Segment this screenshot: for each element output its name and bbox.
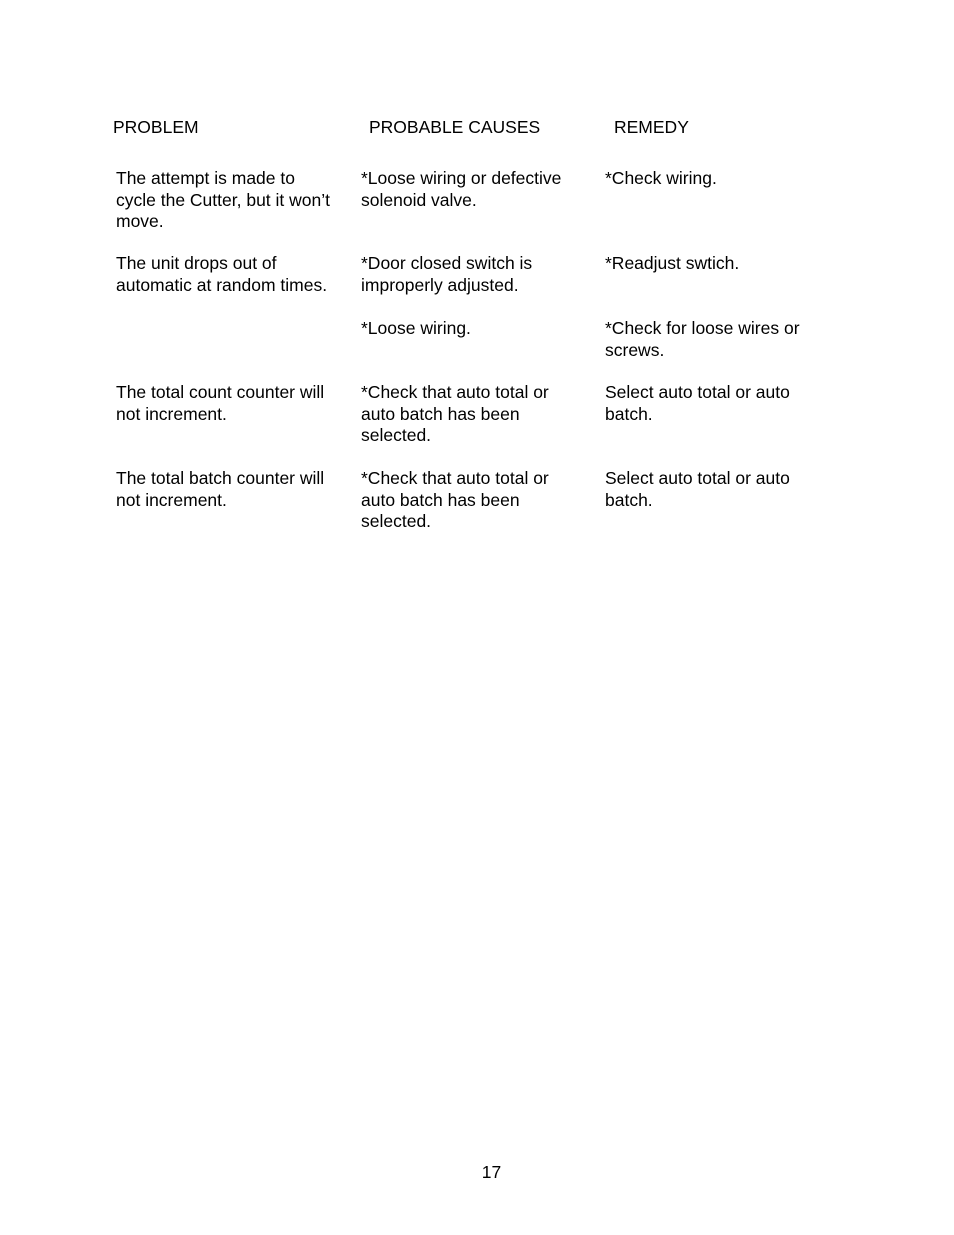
problem-cell: The attempt is made to cycle the Cutter, but it won’t move.: [116, 168, 330, 231]
remedy-cell: Select auto total or auto batch.: [605, 468, 790, 510]
cause-cell: *Loose wiring or defective solenoid valve.: [361, 168, 562, 210]
page-number: 17: [481, 1162, 502, 1182]
remedy-cell: *Check wiring.: [605, 168, 717, 188]
problem-cell: The total batch counter will not increment.: [116, 468, 325, 510]
remedy-cell: *Check for loose wires or screws.: [605, 318, 800, 360]
cause-cell: *Check that auto total or auto batch has been selected.: [361, 382, 549, 445]
header-problem: PROBLEM: [113, 117, 199, 137]
header-remedy: REMEDY: [614, 117, 689, 137]
cause-cell: *Door closed switch is improperly adjusted.: [361, 253, 533, 295]
problem-cell: The unit drops out of automatic at random times.: [116, 253, 328, 295]
cause-cell: *Loose wiring.: [361, 318, 471, 338]
remedy-cell: *Readjust swtich.: [605, 253, 740, 273]
remedy-cell: Select auto total or auto batch.: [605, 382, 790, 424]
header-probable-causes: PROBABLE CAUSES: [369, 117, 541, 137]
problem-cell: The total count counter will not increment.: [116, 382, 325, 424]
cause-cell: *Check that auto total or auto batch has been selected.: [361, 468, 549, 531]
